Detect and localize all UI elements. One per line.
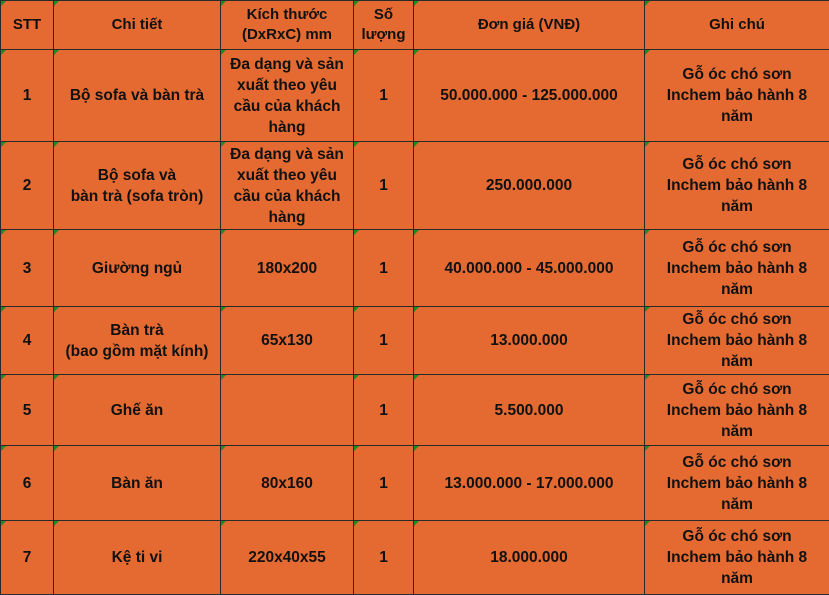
cell-ghi-chu: Gỗ óc chó sơn Inchem bảo hành 8 năm <box>645 142 829 230</box>
cell-so-luong: 1 <box>354 307 414 375</box>
table-row <box>1 230 829 307</box>
cell-ghi-chu: Gỗ óc chó sơn Inchem bảo hành 8 năm <box>645 446 829 521</box>
cell-so-luong: 1 <box>354 142 414 230</box>
cell-don-gia: 50.000.000 - 125.000.000 <box>414 50 645 142</box>
cell-ghi-chu: Gỗ óc chó sơn Inchem bảo hành 8 năm <box>645 50 829 142</box>
cell-kich-thuoc: 180x200 <box>221 230 354 307</box>
cell-so-luong: 1 <box>354 50 414 142</box>
cell-chi-tiet: Giường ngủ <box>54 230 221 307</box>
cell-stt: 3 <box>1 230 54 307</box>
cell-kich-thuoc: 65x130 <box>221 307 354 375</box>
header-ghi-chu: Ghi chú <box>645 1 829 50</box>
header-kich-thuoc: Kích thước (DxRxC) mm <box>221 1 354 50</box>
cell-kich-thuoc <box>221 375 354 446</box>
cell-chi-tiet: Bàn trà (bao gồm mặt kính) <box>54 307 221 375</box>
cell-chi-tiet: Kệ ti vi <box>54 521 221 595</box>
header-chi-tiet: Chi tiết <box>54 1 221 50</box>
cell-kich-thuoc: Đa dạng và sản xuất theo yêu cầu của khách hàng <box>221 50 354 142</box>
header-stt: STT <box>1 1 54 50</box>
cell-so-luong: 1 <box>354 446 414 521</box>
cell-so-luong: 1 <box>354 375 414 446</box>
cell-chi-tiet: Ghế ăn <box>54 375 221 446</box>
table-row <box>1 307 829 375</box>
cell-so-luong: 1 <box>354 521 414 595</box>
cell-don-gia: 13.000.000 - 17.000.000 <box>414 446 645 521</box>
cell-chi-tiet: Bàn ăn <box>54 446 221 521</box>
cell-stt: 2 <box>1 142 54 230</box>
cell-stt: 4 <box>1 307 54 375</box>
cell-chi-tiet: Bộ sofa và bàn trà <box>54 50 221 142</box>
cell-kich-thuoc: 220x40x55 <box>221 521 354 595</box>
cell-kich-thuoc: 80x160 <box>221 446 354 521</box>
cell-stt: 6 <box>1 446 54 521</box>
cell-don-gia: 5.500.000 <box>414 375 645 446</box>
cell-stt: 7 <box>1 521 54 595</box>
table-row <box>1 142 829 230</box>
header-row <box>1 1 829 50</box>
cell-ghi-chu: Gỗ óc chó sơn Inchem bảo hành 8 năm <box>645 307 829 375</box>
cell-don-gia: 250.000.000 <box>414 142 645 230</box>
cell-so-luong: 1 <box>354 230 414 307</box>
table-row <box>1 521 829 595</box>
header-so-luong: Số lượng <box>354 1 414 50</box>
cell-don-gia: 40.000.000 - 45.000.000 <box>414 230 645 307</box>
cell-stt: 5 <box>1 375 54 446</box>
table-row <box>1 375 829 446</box>
cell-ghi-chu: Gỗ óc chó sơn Inchem bảo hành 8 năm <box>645 230 829 307</box>
header-don-gia: Đơn giá (VNĐ) <box>414 1 645 50</box>
cell-kich-thuoc: Đa dạng và sản xuất theo yêu cầu của khách hàng <box>221 142 354 230</box>
cell-chi-tiet: Bộ sofa và bàn trà (sofa tròn) <box>54 142 221 230</box>
cell-ghi-chu: Gỗ óc chó sơn Inchem bảo hành 8 năm <box>645 521 829 595</box>
table-row <box>1 50 829 142</box>
cell-ghi-chu: Gỗ óc chó sơn Inchem bảo hành 8 năm <box>645 375 829 446</box>
cell-don-gia: 13.000.000 <box>414 307 645 375</box>
cell-don-gia: 18.000.000 <box>414 521 645 595</box>
table-row <box>1 446 829 521</box>
cell-stt: 1 <box>1 50 54 142</box>
